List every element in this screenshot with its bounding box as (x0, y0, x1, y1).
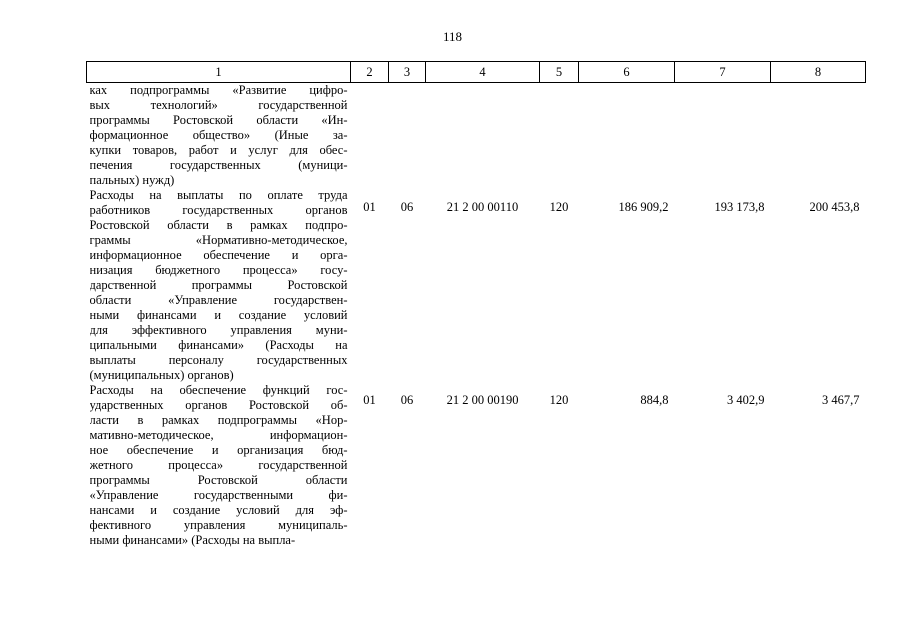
description-line: выплаты персоналу государственных (89, 353, 348, 367)
description-line: жетного процесса» государственной (89, 458, 348, 472)
amount-year-2: 3 402,9 (727, 393, 765, 407)
description-line: программы Ростовской области «Ин- (89, 113, 348, 127)
column-header: 2 (351, 62, 389, 83)
target-article-code: 21 2 00 00190 (446, 393, 519, 407)
section-code: 01 (363, 393, 376, 407)
subsection-code: 06 (400, 393, 414, 407)
description-line: ударственных органов Ростовской об- (89, 398, 348, 412)
table-row (87, 188, 866, 383)
description-line: ное обеспечение и организация бюд- (89, 443, 348, 457)
description-line: пальных) нужд) (89, 173, 175, 187)
budget-table (86, 61, 866, 548)
table-row (87, 383, 866, 548)
description-line: Расходы на обеспечение функций гос- (89, 383, 348, 397)
description-line: ными финансами» (Расходы на выпла- (89, 533, 296, 547)
amount-year-1: 884,8 (640, 393, 669, 407)
amount-year-3: 3 467,7 (822, 393, 860, 407)
section-code: 01 (363, 200, 376, 214)
target-article-code (426, 83, 540, 189)
subsection-code: 06 (400, 200, 414, 214)
column-header: 8 (771, 62, 866, 83)
description-line: купки товаров, работ и услуг для обес- (89, 143, 348, 157)
description-line: ципальными финансами» (Расходы на (89, 338, 348, 352)
amount-year-2: 193 173,8 (714, 200, 765, 214)
expense-description (87, 383, 351, 548)
expense-type-code (540, 83, 579, 189)
description-line: нансами и создание условий для эф- (89, 503, 348, 517)
description-line: печения государственных (муници- (89, 158, 348, 172)
description-line: (муниципальных) органов) (89, 368, 234, 382)
table-body (87, 83, 866, 549)
subsection-code (389, 83, 426, 189)
page-number: 118 (442, 29, 463, 44)
expense-type-code: 120 (549, 393, 569, 407)
amount-year-2 (675, 83, 771, 189)
expense-description (87, 188, 351, 383)
description-line: работников государственных органов (89, 203, 348, 217)
description-line: для эффективного управления муни- (89, 323, 348, 337)
description-line: ными финансами и создание условий (89, 308, 348, 322)
amount-year-3: 200 453,8 (809, 200, 860, 214)
target-article-code: 21 2 00 00110 (446, 200, 519, 214)
column-header: 1 (87, 62, 351, 83)
table-header-row (87, 62, 866, 83)
expense-description (87, 83, 351, 189)
table-row (87, 83, 866, 189)
column-header: 3 (389, 62, 426, 83)
description-line: информационное обеспечение и орга- (89, 248, 348, 262)
description-line: граммы «Нормативно-методическое, (89, 233, 348, 247)
column-header: 5 (540, 62, 579, 83)
amount-year-3 (771, 83, 866, 189)
description-line: низация бюджетного процесса» госу- (89, 263, 348, 277)
column-header: 4 (426, 62, 540, 83)
description-line: фективного управления муниципаль- (89, 518, 348, 532)
column-header: 7 (675, 62, 771, 83)
description-line: области «Управление государствен- (89, 293, 348, 307)
column-header: 6 (579, 62, 675, 83)
description-line: Ростовской области в рамках подпро- (89, 218, 348, 232)
description-line: ках подпрограммы «Развитие цифро- (89, 83, 348, 97)
expense-type-code: 120 (549, 200, 569, 214)
description-line: дарственной программы Ростовской (89, 278, 348, 292)
description-line: «Управление государственными фи- (89, 488, 348, 502)
description-line: ласти в рамках подпрограммы «Нор- (89, 413, 348, 427)
description-line: Расходы на выплаты по оплате труда (89, 188, 348, 202)
description-line: формационное общество» (Иные за- (89, 128, 348, 142)
description-line: мативно-методическое, информацион- (89, 428, 348, 442)
amount-year-1: 186 909,2 (618, 200, 669, 214)
description-line: вых технологий» государственной (89, 98, 348, 112)
amount-year-1 (579, 83, 675, 189)
section-code (351, 83, 389, 189)
description-line: программы Ростовской области (89, 473, 348, 487)
